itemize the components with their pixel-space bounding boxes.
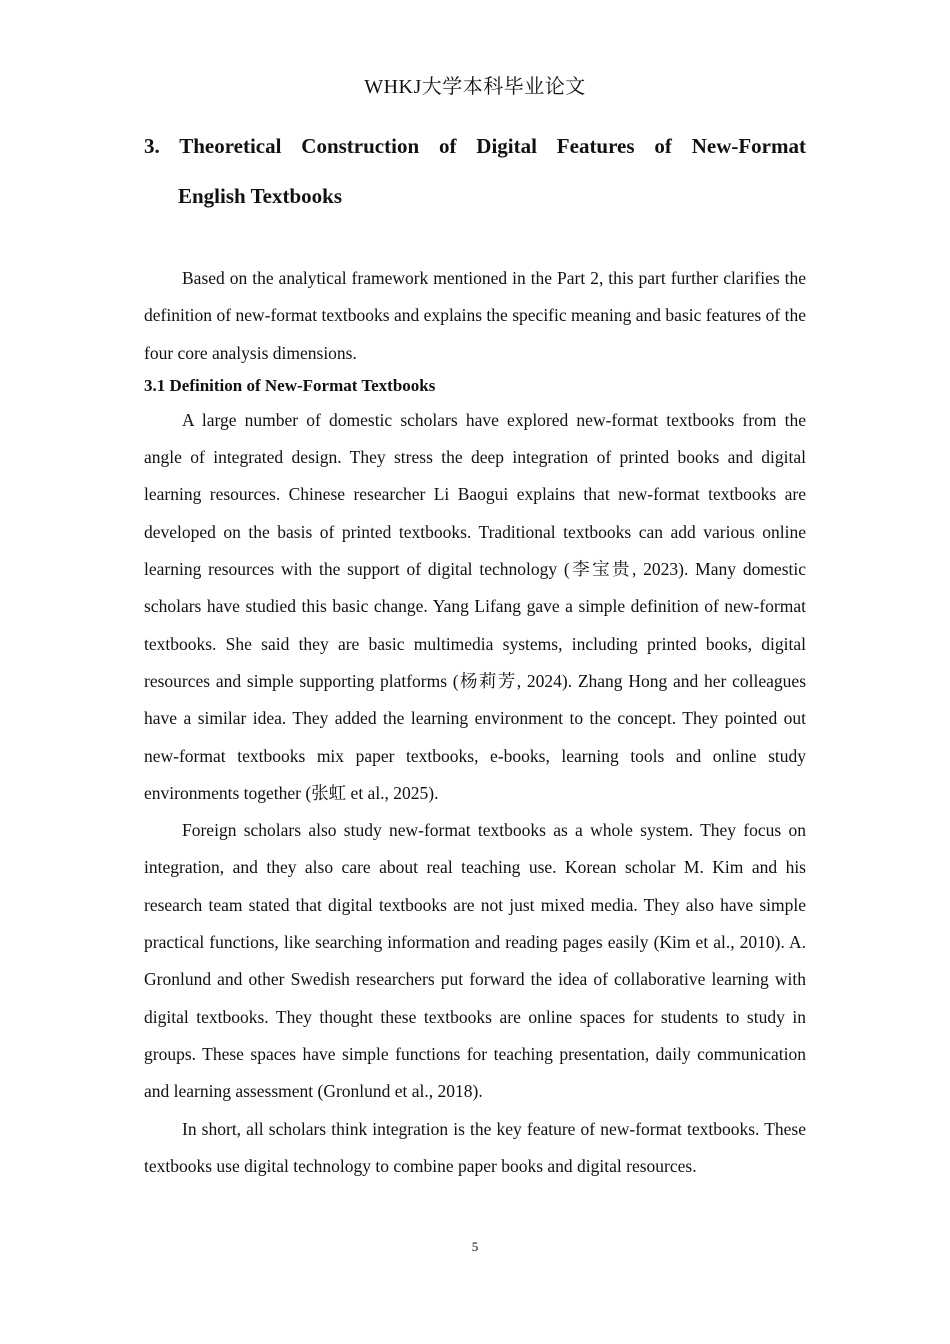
body-paragraph: A large number of domestic scholars have explored new-format textbooks from the angle of integrated design. They stress the deep integration of printed books and digital learning resources. Chinese researcher Li Baogui explains that new-format textbooks are developed on the basis of printed textbooks. Traditional textbooks can add various online learning resources with the support of digital technology (李宝贵, 2023). Many domestic scholars have studied this basic change. Yang Lifang gave a simple definition of new-format textbooks. She said they are basic multimedia systems, including printed books, digital resources and simple supporting platforms (杨莉芳, 2024). Zhang Hong and her colleagues have a similar idea. They added the learning environment to the concept. They pointed out new-format textbooks mix paper textbooks, e-books, learning tools and online study environments together (张虹 et al., 2025). xyxy=(144,409,806,803)
chapter-intro xyxy=(144,260,806,372)
running-header: WHKJ大学本科毕业论文 xyxy=(364,76,586,98)
intro-paragraph: Based on the analytical framework mentioned in the Part 2, this part further clarifies the definition of new-format textbooks and explains the specific meaning and basic features of the four core analysis dimensions. xyxy=(144,268,806,363)
chapter-title-line-1: 3. Theoretical Construction of Digital Features of New-Format xyxy=(144,134,806,158)
page-body xyxy=(144,121,806,1185)
chapter-title-line-2: English Textbooks xyxy=(178,184,343,208)
body-paragraph: In short, all scholars think integration is the key feature of new-format textbooks. These textbooks use digital technology to combine paper books and digital resources. xyxy=(144,1118,806,1176)
body-paragraph: Foreign scholars also study new-format textbooks as a whole system. They focus on integration, and they also care about real teaching use. Korean scholar M. Kim and his research team stated that digital textbooks are not just mixed media. They also have simple practical functions, like searching information and reading pages easily (Kim et al., 2010). A. Gronlund and other Swedish researchers put forward the idea of collaborative learning with digital textbooks. They thought these textbooks are online spaces for students to study in groups. These spaces have simple functions for teaching presentation, daily communication and learning assessment (Gronlund et al., 2018). xyxy=(144,820,806,1102)
section-heading: 3.1 Definition of New-Format Textbooks xyxy=(144,375,436,395)
page-number: 5 xyxy=(471,1239,479,1254)
